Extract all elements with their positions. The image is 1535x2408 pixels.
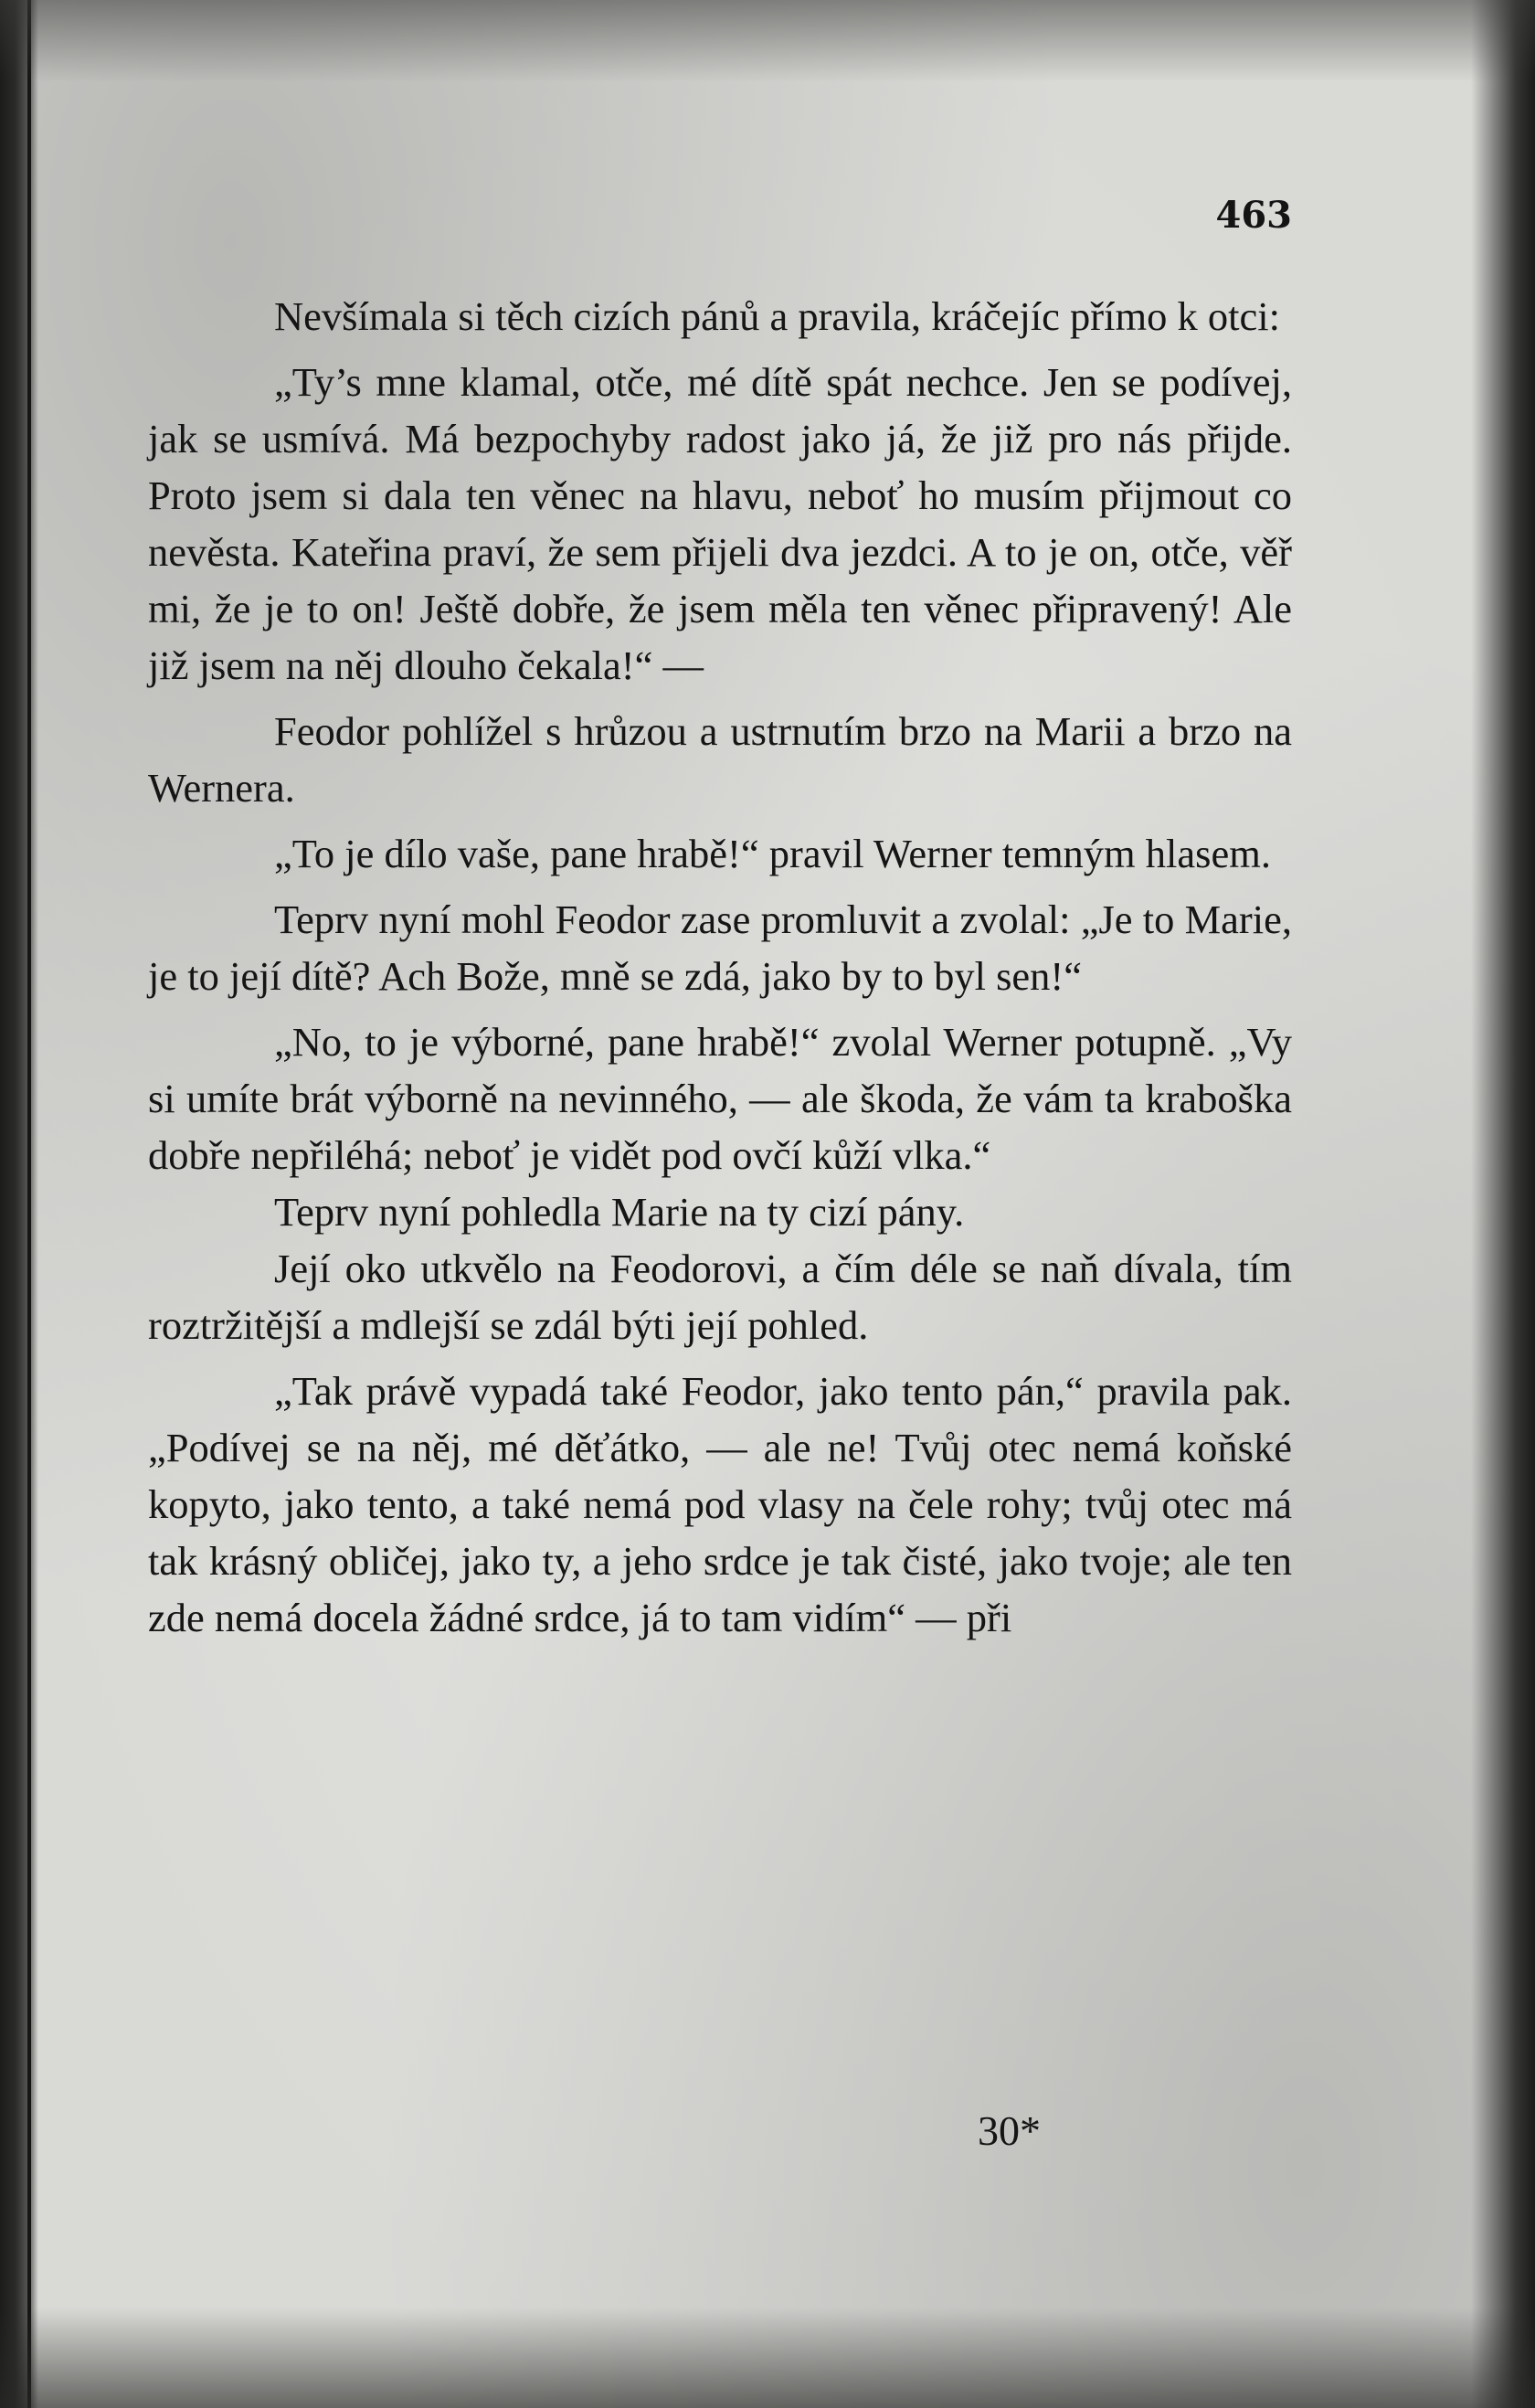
binding-line [27, 0, 31, 2408]
paragraph: „Tak právě vypadá také Feodor, jako tento pán,“ pravila pak. „Podívej se na něj, mé děťátko, — ale ne! Tvůj otec nemá koňské kopyto, jako tento, a také nemá pod vlasy na čele rohy; tvůj otec má tak krásný obličej, jako ty, a jeho srdce je tak čisté, jako tvoje; ale ten zde nemá docela žádné srdce, já to tam vidím“ — při [148, 1368, 1292, 1640]
paragraph: Teprv nyní pohledla Marie na ty cizí pány. [274, 1189, 965, 1235]
body-text [148, 288, 1292, 1646]
signature-mark: 30* [978, 2107, 1041, 2154]
paragraph: „Ty’s mne klamal, otče, mé dítě spát nechce. Jen se podívej, jak se usmívá. Má bezpochyby radost jako já, že již pro nás přijde. Proto jsem si dala ten věnec na hlavu, neboť ho musím přijmout co nevěsta. Kateřina praví, že sem přijeli dva jezdci. A to je on, otče, věř mi, že je to on! Ještě dobře, že jsem měla ten věnec připravený! Ale již jsem na něj dlouho čekala!“ — [148, 359, 1292, 688]
paragraph: Její oko utkvělo na Feodorovi, a čím déle se naň dívala, tím roztržitější a mdlejší se zdál býti její pohled. [148, 1246, 1292, 1348]
paragraph: Nevšímala si těch cizích pánů a pravila, kráčejíc přímo k otci: [274, 293, 1280, 339]
paragraph: Feodor pohlížel s hrůzou a ustrnutím brzo na Marii a brzo na Wernera. [148, 708, 1292, 811]
page-bottom-shadow [0, 2307, 1535, 2408]
page-number: 463 [1215, 194, 1292, 237]
page-binding-edge [0, 0, 38, 2408]
paragraph: Teprv nyní mohl Feodor zase promluvit a zvolal: „Je to Marie, je to její dítě? Ach Bože, mně se zdá, jako by to byl sen!“ [148, 896, 1292, 999]
paragraph: „To je dílo vaše, pane hrabě!“ pravil Werner temným hlasem. [274, 831, 1271, 876]
page-right-edge [1471, 0, 1535, 2408]
paragraph: „No, to je výborné, pane hrabě!“ zvolal Werner potupně. „Vy si umíte brát výborně na nevinného, — ale škoda, že vám ta kraboška dobře nepřiléhá; neboť je vidět pod ovčí kůží vlka.“ [148, 1019, 1292, 1178]
page-top-shadow [0, 0, 1535, 82]
